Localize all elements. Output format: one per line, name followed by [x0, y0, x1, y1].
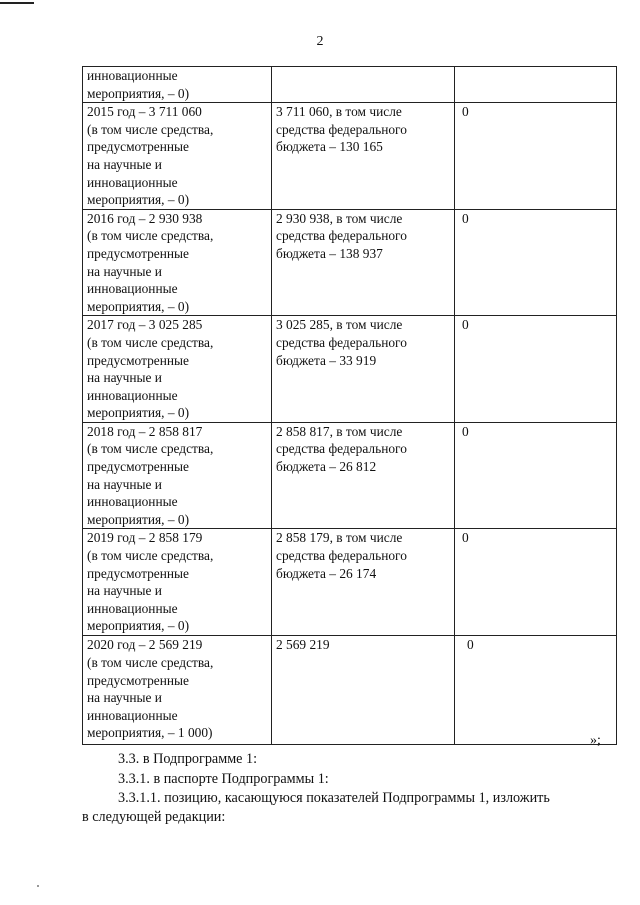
- cell-line: инновационные: [87, 707, 178, 723]
- cell-line: предусмотренные: [87, 459, 189, 475]
- cell-line: 0: [462, 317, 469, 333]
- cell-line: средства федерального: [276, 441, 407, 457]
- cell-line: бюджета – 138 937: [276, 245, 383, 261]
- cell-line: (в том числе средства,: [87, 228, 214, 244]
- table-row: [83, 422, 617, 529]
- year-total-cell: [83, 636, 272, 745]
- cell-line: 0: [462, 530, 469, 546]
- cell-line: мероприятия, – 0): [87, 511, 190, 527]
- cell-line: 3 025 285, в том числе: [276, 317, 403, 333]
- cell-line: (в том числе средства,: [87, 655, 214, 671]
- regional-budget-cell: [272, 67, 455, 103]
- table-row: [83, 316, 617, 423]
- cell-line: 2015 год – 3 711 060: [87, 104, 202, 120]
- scan-speck: [37, 885, 39, 887]
- cell-line: инновационные: [87, 387, 178, 403]
- cell-line: на научные и: [87, 156, 162, 172]
- cell-line: мероприятия, – 0): [87, 192, 190, 208]
- regional-budget-cell: [272, 422, 455, 529]
- other-source-cell: [455, 209, 617, 316]
- cell-line: 2 569 219: [276, 637, 330, 653]
- cell-line: средства федерального: [276, 334, 407, 350]
- cell-line: 0: [467, 637, 474, 653]
- cell-line: 0: [462, 210, 469, 226]
- page-number: 2: [316, 34, 324, 49]
- paragraph-3-3-1-1: 3.3.1.1. позицию, касающуюся показателей Подпрограммы 1, изложить: [118, 790, 550, 806]
- cell-line: 2019 год – 2 858 179: [87, 530, 203, 546]
- cell-line: инновационные: [87, 68, 178, 83]
- cell-line: на научные и: [87, 583, 162, 599]
- cell-line: 2 858 179, в том числе: [276, 530, 403, 546]
- table-row: [83, 209, 617, 316]
- regional-budget-cell: [272, 103, 455, 210]
- cell-line: (в том числе средства,: [87, 441, 214, 457]
- cell-line: (в том числе средства,: [87, 548, 214, 564]
- cell-line: (в том числе средства,: [87, 334, 214, 350]
- cell-line: 2 858 817, в том числе: [276, 423, 403, 439]
- other-source-cell: [455, 636, 617, 745]
- paragraph-3-3: 3.3. в Подпрограмме 1:: [118, 751, 258, 767]
- cell-line: инновационные: [87, 174, 178, 190]
- regional-budget-cell: [272, 636, 455, 745]
- paragraph-continuation: в следующей редакции:: [82, 809, 226, 825]
- cell-line: бюджета – 130 165: [276, 139, 383, 155]
- cell-line: 2018 год – 2 858 817: [87, 423, 203, 439]
- year-total-cell: [83, 316, 272, 423]
- cell-line: мероприятия, – 0): [87, 85, 190, 101]
- cell-line: 0: [462, 104, 469, 120]
- table-row: [83, 636, 617, 745]
- regional-budget-cell: [272, 529, 455, 636]
- year-total-cell: [83, 209, 272, 316]
- other-source-cell: [455, 316, 617, 423]
- cell-line: 2020 год – 2 569 219: [87, 637, 203, 653]
- cell-line: (в том числе средства,: [87, 121, 214, 137]
- cell-line: 2016 год – 2 930 938: [87, 210, 203, 226]
- budget-table: [82, 66, 617, 745]
- cell-line: 3 711 060, в том числе: [276, 104, 402, 120]
- cell-line: бюджета – 33 919: [276, 352, 377, 368]
- year-total-cell: [83, 529, 272, 636]
- cell-line: предусмотренные: [87, 565, 189, 581]
- paragraph-3-3-1: 3.3.1. в паспорте Подпрограммы 1:: [118, 771, 329, 787]
- cell-line: предусмотренные: [87, 245, 189, 261]
- cell-line: мероприятия, – 1 000): [87, 725, 213, 741]
- cell-line: предусмотренные: [87, 672, 189, 688]
- cell-line: бюджета – 26 812: [276, 459, 377, 475]
- cell-line: на научные и: [87, 263, 162, 279]
- cell-line: 2017 год – 3 025 285: [87, 317, 203, 333]
- table-row: [83, 67, 617, 103]
- other-source-cell: [455, 529, 617, 636]
- cell-line: предусмотренные: [87, 352, 189, 368]
- regional-budget-cell: [272, 209, 455, 316]
- cell-line: мероприятия, – 0): [87, 405, 190, 421]
- cell-line: мероприятия, – 0): [87, 298, 190, 314]
- cell-line: мероприятия, – 0): [87, 618, 190, 634]
- cell-line: средства федерального: [276, 548, 407, 564]
- cell-line: средства федерального: [276, 121, 407, 137]
- cell-line: инновационные: [87, 600, 178, 616]
- year-total-cell: [83, 103, 272, 210]
- other-source-cell: [455, 67, 617, 103]
- cell-line: средства федерального: [276, 228, 407, 244]
- table-row: [83, 529, 617, 636]
- cell-line: бюджета – 26 174: [276, 565, 377, 581]
- cell-line: на научные и: [87, 370, 162, 386]
- year-total-cell: [83, 422, 272, 529]
- table-row: [83, 103, 617, 210]
- cell-line: 0: [462, 423, 469, 439]
- cell-line: 2 930 938, в том числе: [276, 210, 403, 226]
- cell-line: на научные и: [87, 690, 162, 706]
- other-source-cell: [455, 422, 617, 529]
- other-source-cell: [455, 103, 617, 210]
- corner-mark: [0, 2, 34, 4]
- regional-budget-cell: [272, 316, 455, 423]
- cell-line: инновационные: [87, 281, 178, 297]
- cell-line: на научные и: [87, 476, 162, 492]
- cell-line: инновационные: [87, 494, 178, 510]
- closing-quote: »;: [590, 733, 601, 748]
- cell-line: предусмотренные: [87, 139, 189, 155]
- year-total-cell: [83, 67, 272, 103]
